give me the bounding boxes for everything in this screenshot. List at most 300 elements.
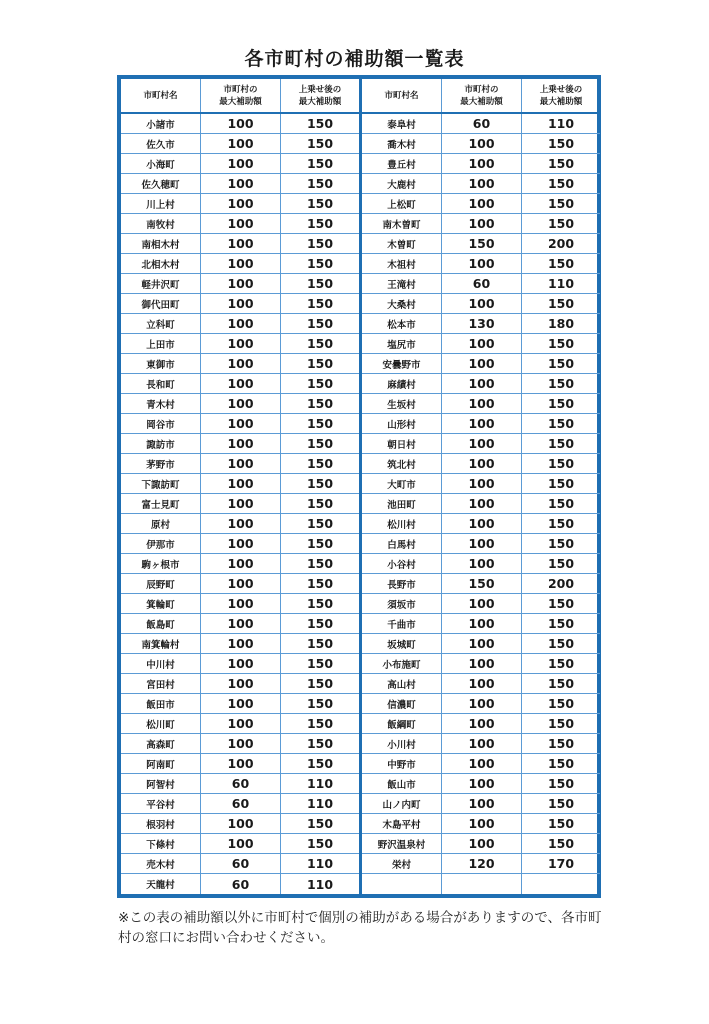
topup-subsidy-cell: 150 — [306, 216, 334, 231]
table-row — [121, 814, 359, 834]
municipality-cell: 富士見町 — [121, 494, 201, 513]
topup-subsidy-cell — [522, 874, 600, 894]
table-row — [121, 154, 359, 174]
max-subsidy-cell: 100 — [201, 574, 281, 593]
topup-subsidy-cell: 150 — [547, 796, 575, 811]
max-subsidy-cell: 100 — [201, 294, 281, 313]
max-subsidy-cell — [442, 874, 522, 894]
municipality-cell: 飯田市 — [121, 694, 201, 713]
max-subsidy-cell: 100 — [201, 494, 281, 513]
municipality-cell: 高山村 — [362, 674, 442, 693]
max-subsidy-cell: 100 — [201, 134, 281, 153]
table-row — [362, 574, 600, 594]
municipality-cell: 南木曽町 — [362, 214, 442, 233]
topup-subsidy-cell: 150 — [306, 136, 334, 151]
table-row — [121, 394, 359, 414]
topup-subsidy-cell: 150 — [547, 736, 575, 751]
max-subsidy-cell: 100 — [442, 174, 522, 193]
municipality-cell: 信濃町 — [362, 694, 442, 713]
max-subsidy-cell: 100 — [201, 434, 281, 453]
topup-subsidy-cell: 150 — [306, 756, 334, 771]
table-row — [362, 694, 600, 714]
municipality-cell: 辰野町 — [121, 574, 201, 593]
topup-subsidy-cell: 150 — [306, 416, 334, 431]
max-subsidy-cell: 60 — [442, 274, 522, 293]
topup-subsidy-cell: 110 — [306, 856, 334, 871]
table-row — [362, 554, 600, 574]
max-subsidy-cell: 100 — [201, 614, 281, 633]
municipality-cell: 北相木村 — [121, 254, 201, 273]
table-row — [362, 274, 600, 294]
municipality-cell: 平谷村 — [121, 794, 201, 813]
municipality-cell: 諏訪市 — [121, 434, 201, 453]
table-row — [362, 154, 600, 174]
topup-subsidy-cell: 150 — [547, 196, 575, 211]
table-row — [362, 634, 600, 654]
table-row — [362, 334, 600, 354]
municipality-cell: 長野市 — [362, 574, 442, 593]
max-subsidy-cell: 100 — [201, 194, 281, 213]
municipality-cell: 大町市 — [362, 474, 442, 493]
topup-subsidy-cell: 150 — [547, 216, 575, 231]
table-row — [362, 614, 600, 634]
max-subsidy-cell: 60 — [442, 114, 522, 133]
table-row — [121, 174, 359, 194]
max-subsidy-cell: 150 — [442, 234, 522, 253]
table-row — [121, 374, 359, 394]
municipality-cell: 山形村 — [362, 414, 442, 433]
municipality-cell: 麻績村 — [362, 374, 442, 393]
municipality-cell: 茅野市 — [121, 454, 201, 473]
page-title: 各市町村の補助額一覧表 — [244, 48, 465, 70]
municipality-cell: 根羽村 — [121, 814, 201, 833]
table-left-half — [121, 79, 362, 894]
table-row — [121, 254, 359, 274]
municipality-cell: 小布施町 — [362, 654, 442, 673]
table-row — [121, 834, 359, 854]
municipality-cell: 売木村 — [121, 854, 201, 873]
table-row — [362, 534, 600, 554]
table-row — [362, 134, 600, 154]
topup-subsidy-cell: 150 — [306, 376, 334, 391]
table-right-body — [362, 114, 600, 894]
table-row — [362, 874, 600, 894]
header-topup-subsidy: 上乗せ後の 最大補助額 — [539, 84, 583, 107]
max-subsidy-cell: 100 — [442, 794, 522, 813]
topup-subsidy-cell: 150 — [306, 236, 334, 251]
municipality-cell: 下條村 — [121, 834, 201, 853]
topup-subsidy-cell: 150 — [306, 696, 334, 711]
max-subsidy-cell: 60 — [201, 774, 281, 793]
topup-subsidy-cell: 150 — [547, 376, 575, 391]
topup-subsidy-cell: 150 — [306, 596, 334, 611]
municipality-cell: 御代田町 — [121, 294, 201, 313]
municipality-cell: 上松町 — [362, 194, 442, 213]
topup-subsidy-cell: 150 — [547, 256, 575, 271]
max-subsidy-cell: 100 — [442, 474, 522, 493]
topup-subsidy-cell: 150 — [547, 676, 575, 691]
municipality-cell: 立科町 — [121, 314, 201, 333]
table-row — [362, 394, 600, 414]
footnote: ※この表の補助額以外に市町村で個別の補助がある場合がありますので、各市町村の窓口にお問い合わせください。 — [118, 910, 602, 946]
table-row — [362, 314, 600, 334]
municipality-cell: 小谷村 — [362, 554, 442, 573]
topup-subsidy-cell: 150 — [306, 496, 334, 511]
max-subsidy-cell: 100 — [201, 454, 281, 473]
table-row — [121, 214, 359, 234]
municipality-cell: 小川村 — [362, 734, 442, 753]
table-row — [362, 734, 600, 754]
max-subsidy-cell: 100 — [201, 174, 281, 193]
table-header-row — [121, 79, 359, 114]
table-row — [362, 234, 600, 254]
municipality-cell: 岡谷市 — [121, 414, 201, 433]
municipality-cell: 安曇野市 — [362, 354, 442, 373]
topup-subsidy-cell: 150 — [547, 516, 575, 531]
max-subsidy-cell: 100 — [442, 434, 522, 453]
max-subsidy-cell: 100 — [201, 354, 281, 373]
table-row — [362, 814, 600, 834]
subsidy-table — [117, 75, 601, 898]
topup-subsidy-cell: 150 — [306, 256, 334, 271]
max-subsidy-cell: 100 — [201, 214, 281, 233]
max-subsidy-cell: 100 — [442, 334, 522, 353]
topup-subsidy-cell: 150 — [306, 656, 334, 671]
topup-subsidy-cell: 150 — [306, 716, 334, 731]
max-subsidy-cell: 100 — [201, 114, 281, 133]
municipality-cell: 松川町 — [121, 714, 201, 733]
table-row — [362, 174, 600, 194]
table-row — [362, 834, 600, 854]
table-right-half — [362, 79, 600, 894]
table-row — [362, 774, 600, 794]
table-row — [121, 534, 359, 554]
topup-subsidy-cell: 150 — [306, 116, 334, 131]
max-subsidy-cell: 100 — [442, 534, 522, 553]
table-row — [121, 414, 359, 434]
topup-subsidy-cell: 150 — [547, 536, 575, 551]
max-subsidy-cell: 100 — [201, 814, 281, 833]
table-row — [362, 194, 600, 214]
table-row — [121, 194, 359, 214]
max-subsidy-cell: 100 — [442, 774, 522, 793]
max-subsidy-cell: 100 — [442, 194, 522, 213]
municipality-cell: 泰阜村 — [362, 114, 442, 133]
max-subsidy-cell: 100 — [201, 534, 281, 553]
topup-subsidy-cell: 200 — [547, 236, 575, 251]
municipality-cell: 川上村 — [121, 194, 201, 213]
table-row — [121, 274, 359, 294]
municipality-cell: 大鹿村 — [362, 174, 442, 193]
municipality-cell: 松川村 — [362, 514, 442, 533]
max-subsidy-cell: 100 — [442, 454, 522, 473]
max-subsidy-cell: 100 — [201, 594, 281, 613]
table-row — [121, 754, 359, 774]
municipality-cell: 上田市 — [121, 334, 201, 353]
topup-subsidy-cell: 150 — [306, 336, 334, 351]
municipality-cell: 飯島町 — [121, 614, 201, 633]
municipality-cell: 飯山市 — [362, 774, 442, 793]
topup-subsidy-cell: 150 — [547, 416, 575, 431]
table-row — [362, 294, 600, 314]
topup-subsidy-cell: 150 — [547, 656, 575, 671]
header-municipality: 市町村名 — [121, 79, 201, 112]
municipality-cell: 白馬村 — [362, 534, 442, 553]
max-subsidy-cell: 100 — [442, 494, 522, 513]
municipality-cell: 木曽町 — [362, 234, 442, 253]
topup-subsidy-cell: 150 — [547, 436, 575, 451]
table-row — [121, 434, 359, 454]
municipality-cell — [362, 874, 442, 894]
max-subsidy-cell: 100 — [442, 674, 522, 693]
topup-subsidy-cell: 150 — [547, 616, 575, 631]
topup-subsidy-cell: 150 — [547, 756, 575, 771]
max-subsidy-cell: 100 — [201, 554, 281, 573]
topup-subsidy-cell: 110 — [306, 776, 334, 791]
municipality-cell: 高森町 — [121, 734, 201, 753]
table-row — [362, 354, 600, 374]
municipality-cell: 青木村 — [121, 394, 201, 413]
municipality-cell: 箕輪町 — [121, 594, 201, 613]
municipality-cell: 天龍村 — [121, 874, 201, 894]
municipality-cell: 伊那市 — [121, 534, 201, 553]
max-subsidy-cell: 130 — [442, 314, 522, 333]
topup-subsidy-cell: 150 — [306, 536, 334, 551]
max-subsidy-cell: 100 — [201, 754, 281, 773]
municipality-cell: 南牧村 — [121, 214, 201, 233]
max-subsidy-cell: 100 — [442, 514, 522, 533]
table-row — [362, 454, 600, 474]
municipality-cell: 喬木村 — [362, 134, 442, 153]
max-subsidy-cell: 100 — [442, 754, 522, 773]
topup-subsidy-cell: 150 — [547, 636, 575, 651]
max-subsidy-cell: 100 — [442, 154, 522, 173]
topup-subsidy-cell: 150 — [306, 156, 334, 171]
max-subsidy-cell: 100 — [442, 374, 522, 393]
max-subsidy-cell: 100 — [201, 734, 281, 753]
municipality-cell: 木祖村 — [362, 254, 442, 273]
max-subsidy-cell: 100 — [442, 734, 522, 753]
topup-subsidy-cell: 150 — [547, 396, 575, 411]
table-row — [121, 294, 359, 314]
max-subsidy-cell: 100 — [442, 254, 522, 273]
max-subsidy-cell: 100 — [442, 394, 522, 413]
table-row — [362, 674, 600, 694]
topup-subsidy-cell: 150 — [306, 176, 334, 191]
max-subsidy-cell: 100 — [201, 154, 281, 173]
municipality-cell: 佐久穂町 — [121, 174, 201, 193]
municipality-cell: 千曲市 — [362, 614, 442, 633]
max-subsidy-cell: 100 — [201, 334, 281, 353]
topup-subsidy-cell: 110 — [306, 876, 334, 892]
municipality-cell: 南箕輪村 — [121, 634, 201, 653]
max-subsidy-cell: 100 — [201, 234, 281, 253]
table-row — [121, 474, 359, 494]
topup-subsidy-cell: 150 — [306, 556, 334, 571]
topup-subsidy-cell: 150 — [306, 576, 334, 591]
municipality-cell: 佐久市 — [121, 134, 201, 153]
municipality-cell: 軽井沢町 — [121, 274, 201, 293]
table-row — [121, 774, 359, 794]
table-row — [121, 854, 359, 874]
municipality-cell: 生坂村 — [362, 394, 442, 413]
max-subsidy-cell: 100 — [442, 694, 522, 713]
topup-subsidy-cell: 110 — [547, 116, 575, 131]
topup-subsidy-cell: 150 — [306, 836, 334, 851]
table-row — [121, 614, 359, 634]
table-row — [121, 334, 359, 354]
topup-subsidy-cell: 150 — [547, 456, 575, 471]
table-header-row — [362, 79, 600, 114]
municipality-cell: 阿智村 — [121, 774, 201, 793]
header-max-subsidy: 市町村の 最大補助額 — [201, 79, 281, 112]
max-subsidy-cell: 100 — [201, 314, 281, 333]
table-left-body — [121, 114, 359, 894]
max-subsidy-cell: 100 — [201, 474, 281, 493]
topup-subsidy-cell: 150 — [547, 596, 575, 611]
municipality-cell: 大桑村 — [362, 294, 442, 313]
max-subsidy-cell: 100 — [442, 834, 522, 853]
table-row — [362, 754, 600, 774]
topup-subsidy-cell: 150 — [547, 836, 575, 851]
table-row — [121, 714, 359, 734]
table-row — [121, 554, 359, 574]
max-subsidy-cell: 100 — [201, 274, 281, 293]
header-topup-subsidy: 上乗せ後の 最大補助額 — [298, 84, 342, 107]
max-subsidy-cell: 100 — [201, 394, 281, 413]
municipality-cell: 東御市 — [121, 354, 201, 373]
table-row — [121, 354, 359, 374]
municipality-cell: 長和町 — [121, 374, 201, 393]
max-subsidy-cell: 100 — [442, 214, 522, 233]
topup-subsidy-cell: 150 — [306, 196, 334, 211]
topup-subsidy-cell: 150 — [306, 296, 334, 311]
topup-subsidy-cell: 150 — [306, 396, 334, 411]
municipality-cell: 下諏訪町 — [121, 474, 201, 493]
max-subsidy-cell: 100 — [201, 514, 281, 533]
topup-subsidy-cell: 150 — [547, 816, 575, 831]
max-subsidy-cell: 60 — [201, 794, 281, 813]
municipality-cell: 栄村 — [362, 854, 442, 873]
table-row — [121, 654, 359, 674]
max-subsidy-cell: 100 — [442, 614, 522, 633]
max-subsidy-cell: 60 — [201, 874, 281, 894]
municipality-cell: 塩尻市 — [362, 334, 442, 353]
topup-subsidy-cell: 150 — [306, 276, 334, 291]
municipality-cell: 中川村 — [121, 654, 201, 673]
max-subsidy-cell: 100 — [442, 814, 522, 833]
table-row — [362, 114, 600, 134]
municipality-cell: 山ノ内町 — [362, 794, 442, 813]
topup-subsidy-cell: 150 — [306, 456, 334, 471]
max-subsidy-cell: 100 — [442, 634, 522, 653]
table-row — [121, 114, 359, 134]
max-subsidy-cell: 100 — [442, 294, 522, 313]
max-subsidy-cell: 100 — [201, 694, 281, 713]
max-subsidy-cell: 60 — [201, 854, 281, 873]
topup-subsidy-cell: 150 — [306, 316, 334, 331]
table-row — [362, 414, 600, 434]
municipality-cell: 木島平村 — [362, 814, 442, 833]
table-row — [121, 514, 359, 534]
max-subsidy-cell: 150 — [442, 574, 522, 593]
max-subsidy-cell: 100 — [442, 714, 522, 733]
table-row — [121, 874, 359, 894]
header-municipality: 市町村名 — [362, 79, 442, 112]
max-subsidy-cell: 100 — [442, 594, 522, 613]
max-subsidy-cell: 100 — [201, 634, 281, 653]
topup-subsidy-cell: 200 — [547, 576, 575, 591]
max-subsidy-cell: 120 — [442, 854, 522, 873]
table-row — [121, 674, 359, 694]
table-row — [362, 854, 600, 874]
municipality-cell: 駒ヶ根市 — [121, 554, 201, 573]
table-row — [121, 734, 359, 754]
max-subsidy-cell: 100 — [201, 834, 281, 853]
table-row — [362, 794, 600, 814]
topup-subsidy-cell: 150 — [547, 696, 575, 711]
topup-subsidy-cell: 150 — [306, 516, 334, 531]
table-row — [362, 514, 600, 534]
header-max-subsidy: 市町村の 最大補助額 — [442, 79, 522, 112]
max-subsidy-cell: 100 — [442, 654, 522, 673]
municipality-cell: 豊丘村 — [362, 154, 442, 173]
max-subsidy-cell: 100 — [442, 134, 522, 153]
table-row — [121, 494, 359, 514]
table-row — [362, 474, 600, 494]
table-row — [362, 594, 600, 614]
max-subsidy-cell: 100 — [442, 414, 522, 433]
municipality-cell: 南相木村 — [121, 234, 201, 253]
topup-subsidy-cell: 150 — [306, 636, 334, 651]
topup-subsidy-cell: 110 — [547, 276, 575, 291]
table-row — [362, 494, 600, 514]
municipality-cell: 池田町 — [362, 494, 442, 513]
topup-subsidy-cell: 150 — [547, 776, 575, 791]
table-row — [362, 434, 600, 454]
topup-subsidy-cell: 150 — [547, 476, 575, 491]
topup-subsidy-cell: 150 — [547, 496, 575, 511]
topup-subsidy-cell: 150 — [547, 156, 575, 171]
topup-subsidy-cell: 150 — [547, 136, 575, 151]
table-row — [362, 714, 600, 734]
max-subsidy-cell: 100 — [201, 254, 281, 273]
topup-subsidy-cell: 150 — [547, 296, 575, 311]
topup-subsidy-cell: 150 — [547, 356, 575, 371]
municipality-cell: 松本市 — [362, 314, 442, 333]
municipality-cell: 阿南町 — [121, 754, 201, 773]
table-row — [121, 454, 359, 474]
municipality-cell: 須坂市 — [362, 594, 442, 613]
topup-subsidy-cell: 170 — [547, 856, 575, 871]
table-row — [121, 694, 359, 714]
topup-subsidy-cell: 150 — [547, 716, 575, 731]
max-subsidy-cell: 100 — [201, 714, 281, 733]
municipality-cell: 中野市 — [362, 754, 442, 773]
table-row — [362, 374, 600, 394]
table-row — [362, 654, 600, 674]
topup-subsidy-cell: 150 — [306, 676, 334, 691]
topup-subsidy-cell: 110 — [306, 796, 334, 811]
table-row — [362, 214, 600, 234]
max-subsidy-cell: 100 — [442, 554, 522, 573]
municipality-cell: 野沢温泉村 — [362, 834, 442, 853]
topup-subsidy-cell: 150 — [547, 176, 575, 191]
municipality-cell: 原村 — [121, 514, 201, 533]
max-subsidy-cell: 100 — [201, 374, 281, 393]
table-row — [362, 254, 600, 274]
municipality-cell: 小海町 — [121, 154, 201, 173]
